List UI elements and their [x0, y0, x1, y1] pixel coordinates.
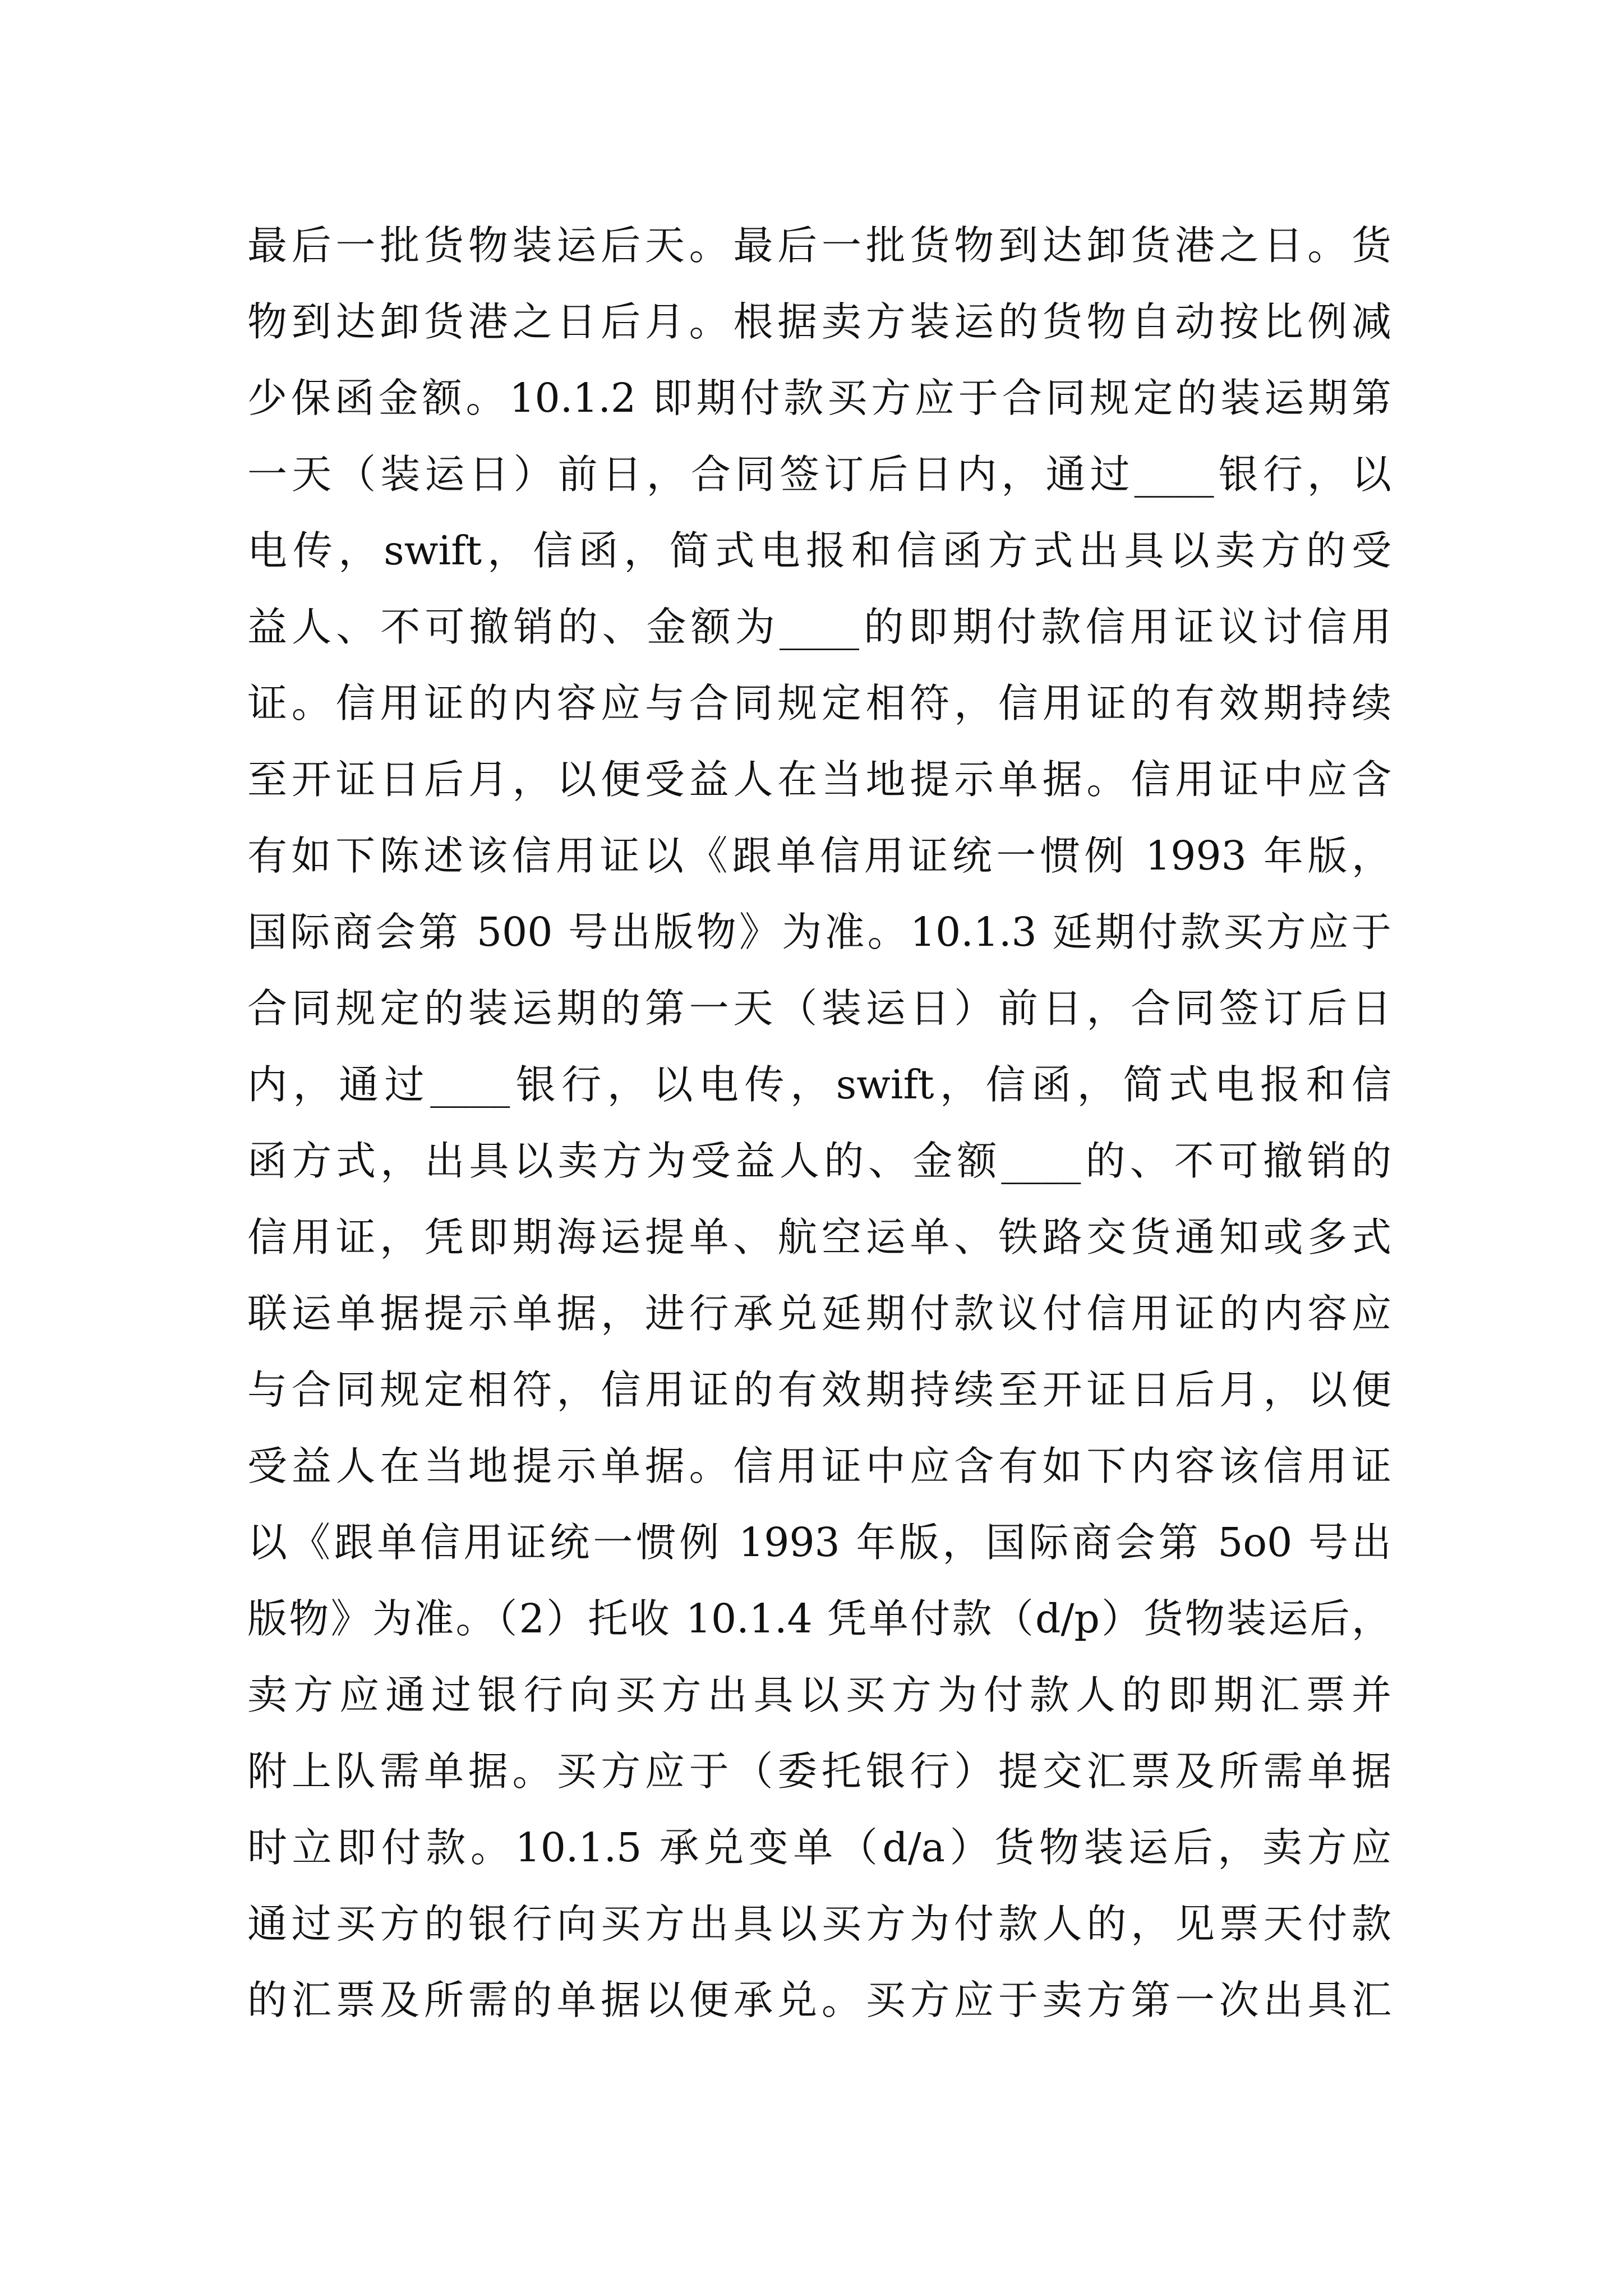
text-line: 通过买方的银行向买方出具以买方为付款人的，见票天付款 — [247, 1901, 1391, 1947]
text-line: 与合同规定相符，信用证的有效期持续至开证日后月，以便 — [247, 1366, 1391, 1413]
text-line: 信用证，凭即期海运提单、航空运单、铁路交货通知或多式 — [247, 1214, 1391, 1260]
text-line: 内，通过____银行，以电传，swift，信函，简式电报和信 — [247, 1061, 1391, 1108]
text-line: 有如下陈述该信用证以《跟单信用证统一惯例 1993 年版， — [247, 832, 1391, 879]
text-line: 国际商会第 500 号出版物》为准。10.1.3 延期付款买方应于 — [247, 909, 1391, 955]
text-line: 联运单据提示单据，进行承兑延期付款议付信用证的内容应 — [247, 1290, 1391, 1337]
text-line: 合同规定的装运期的第一天（装运日）前日，合同签订后日 — [247, 985, 1391, 1032]
text-line: 卖方应通过银行向买方出具以买方为付款人的即期汇票并 — [247, 1672, 1391, 1718]
text-line: 益人、不可撤销的、金额为____的即期付款信用证议讨信用 — [247, 604, 1391, 650]
text-line: 附上队需单据。买方应于（委托银行）提交汇票及所需单据 — [247, 1748, 1391, 1795]
text-line: 证。信用证的内容应与合同规定相符，信用证的有效期持续 — [247, 680, 1391, 726]
text-line: 函方式，出具以卖方为受益人的、金额____的、不可撤销的 — [247, 1138, 1391, 1184]
text-line: 电传，swift，信函，简式电报和信函方式出具以卖方的受 — [247, 527, 1391, 574]
text-line: 的汇票及所需的单据以便承兑。买方应于卖方第一次出具汇 — [247, 1977, 1391, 2023]
text-line: 版物》为准。（2）托收 10.1.4 凭单付款（d/p）货物装运后， — [247, 1595, 1391, 1642]
text-line: 最后一批货物装运后天。最后一批货物到达卸货港之日。货 — [247, 222, 1391, 269]
text-line: 至开证日后月，以便受益人在当地提示单据。信用证中应含 — [247, 756, 1391, 803]
text-line: 一天（装运日）前日，合同签订后日内，通过____银行，以 — [247, 451, 1391, 498]
text-line: 时立即付款。10.1.5 承兑变单（d/a）货物装运后，卖方应 — [247, 1824, 1391, 1871]
text-line: 以《跟单信用证统一惯例 1993 年版，国际商会第 5o0 号出 — [247, 1519, 1391, 1566]
text-line: 少保函金额。10.1.2 即期付款买方应于合同规定的装运期第 — [247, 375, 1391, 421]
body-text — [247, 208, 1391, 2039]
text-line: 物到达卸货港之日后月。根据卖方装运的货物自动按比例减 — [247, 298, 1391, 345]
text-line: 受益人在当地提示单据。信用证中应含有如下内容该信用证 — [247, 1443, 1391, 1489]
